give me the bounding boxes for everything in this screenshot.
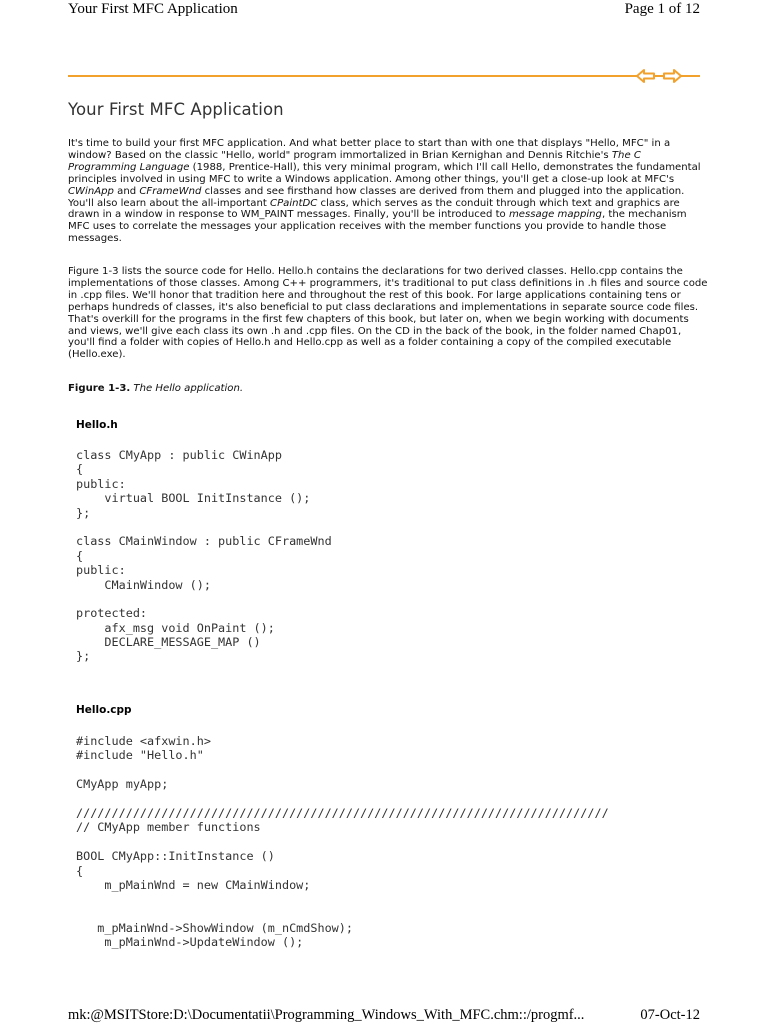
code-line: {: [76, 462, 84, 477]
left-arrow-icon[interactable]: [636, 68, 656, 84]
italic-term: CPaintDC: [270, 197, 318, 209]
code-line: #include "Hello.h": [76, 748, 204, 763]
code-line: [76, 835, 609, 849]
code-line: protected:: [76, 606, 148, 621]
code-line: m_pMainWnd = new CMainWindow;: [76, 877, 311, 892]
page-navigation: [636, 68, 682, 86]
figure-caption: [68, 383, 243, 394]
code-line: public:: [76, 476, 126, 491]
code-line: [76, 892, 609, 906]
orange-divider: [68, 75, 700, 77]
code-line: [76, 592, 332, 606]
code-line: CMyApp myApp;: [76, 777, 169, 792]
code-line: m_pMainWnd->ShowWindow (m_nCmdShow);: [76, 921, 353, 936]
code-line: public:: [76, 563, 126, 578]
text-run: It's time to build your first MFC application. And what better place to start than with one that displays "Hello, MFC" in a window? Based on the classic "Hello, world" program immortalized in Brian Kernighan and Dennis Ritchie's: [68, 138, 671, 161]
code-line: class CMainWindow : public CFrameWnd: [76, 534, 332, 549]
code-line: {: [76, 548, 84, 563]
code-line: };: [76, 505, 91, 520]
code-line: [76, 520, 332, 534]
page-title: Your First MFC Application: [68, 100, 284, 119]
source-paragraph: Figure 1-3 lists the source code for Hello. Hello.h contains the declarations for two derived classes. Hello.cpp contains the implementations of those classes. Among C++ programmers, it's traditional to put class definitions in .h files and source code in .cpp files. We'll honor that tradition here and throughout the rest of this book. For large applications containing tens or perhaps hundreds of classes, it's also beneficial to put class declarations and implementations in separate source code files. That's overkill for the programs in the first few chapters of this book, but later on, when we begin working with documents and views, we'll give each class its own .h and .cpp files. On the CD in the back of the book, in the folder named Chap01, you'll find a folder with copies of Hello.h and Hello.cpp as well as a folder containing a copy of the compiled executable (Hello.exe).: [68, 266, 708, 361]
code-line: BOOL CMyApp::InitInstance (): [76, 849, 275, 864]
code-line: // CMyApp member functions: [76, 820, 261, 835]
code-line: [76, 763, 609, 777]
text-run: class, which serves as the conduit through which text and graphics are drawn in a window in response to WM_PAINT messages. Finally, you'll be introduced to: [68, 197, 680, 221]
code-line: {: [76, 863, 84, 878]
text-run: , the mechanism MFC uses to correlate the messages your application receives with the member functions you provide to handle those messages.: [68, 209, 687, 245]
code-line: DECLARE_MESSAGE_MAP (): [76, 635, 261, 650]
italic-term: CFrameWnd: [139, 185, 202, 197]
code-line: afx_msg void OnPaint ();: [76, 620, 275, 635]
hello-h-filename: Hello.h: [76, 419, 118, 431]
figure-label: Figure 1-3.: [68, 383, 131, 394]
code-line: #include <afxwin.h>: [76, 734, 211, 748]
code-line: virtual BOOL InitInstance ();: [76, 491, 311, 506]
hello-cpp-code: [76, 734, 609, 950]
footer-url: mk:@MSITStore:D:\Documentatii\Programming_Windows_With_MFC.chm::/progmf...: [68, 1007, 585, 1023]
code-line: ///////////////////////////////////////////////////////////////////////////: [76, 805, 609, 820]
figure-text: The Hello application.: [133, 383, 244, 394]
footer-date: 07-Oct-12: [640, 1007, 700, 1023]
code-line: m_pMainWnd->UpdateWindow ();: [76, 935, 304, 950]
code-line: class CMyApp : public CWinApp: [76, 448, 282, 462]
intro-paragraph: [68, 138, 708, 245]
italic-term: CWinApp: [68, 185, 114, 197]
hello-cpp-filename: Hello.cpp: [76, 704, 132, 716]
text-run: (1988, Prentice-Hall), this very minimal program, which I'll call Hello, demonstrates the fundamental principles involved in using MFC to write a Windows application. Among other things, you'll get a close-up look at MFC's: [68, 161, 701, 185]
code-line: [76, 907, 609, 921]
text-run: classes and see firsthand how classes are derived from them and plugged into the application. You'll also learn about the all-important: [68, 185, 685, 209]
hello-h-code: [76, 448, 332, 664]
header-page-number: Page 1 of 12: [624, 1, 700, 17]
code-line: [76, 792, 609, 806]
italic-term: message mapping: [508, 209, 602, 221]
code-line: };: [76, 649, 91, 664]
header-doc-title: Your First MFC Application: [68, 1, 238, 17]
text-run: and: [113, 185, 140, 197]
code-line: CMainWindow ();: [76, 577, 211, 592]
italic-term: The C Programming Language: [68, 149, 641, 173]
right-arrow-icon[interactable]: [662, 68, 682, 84]
